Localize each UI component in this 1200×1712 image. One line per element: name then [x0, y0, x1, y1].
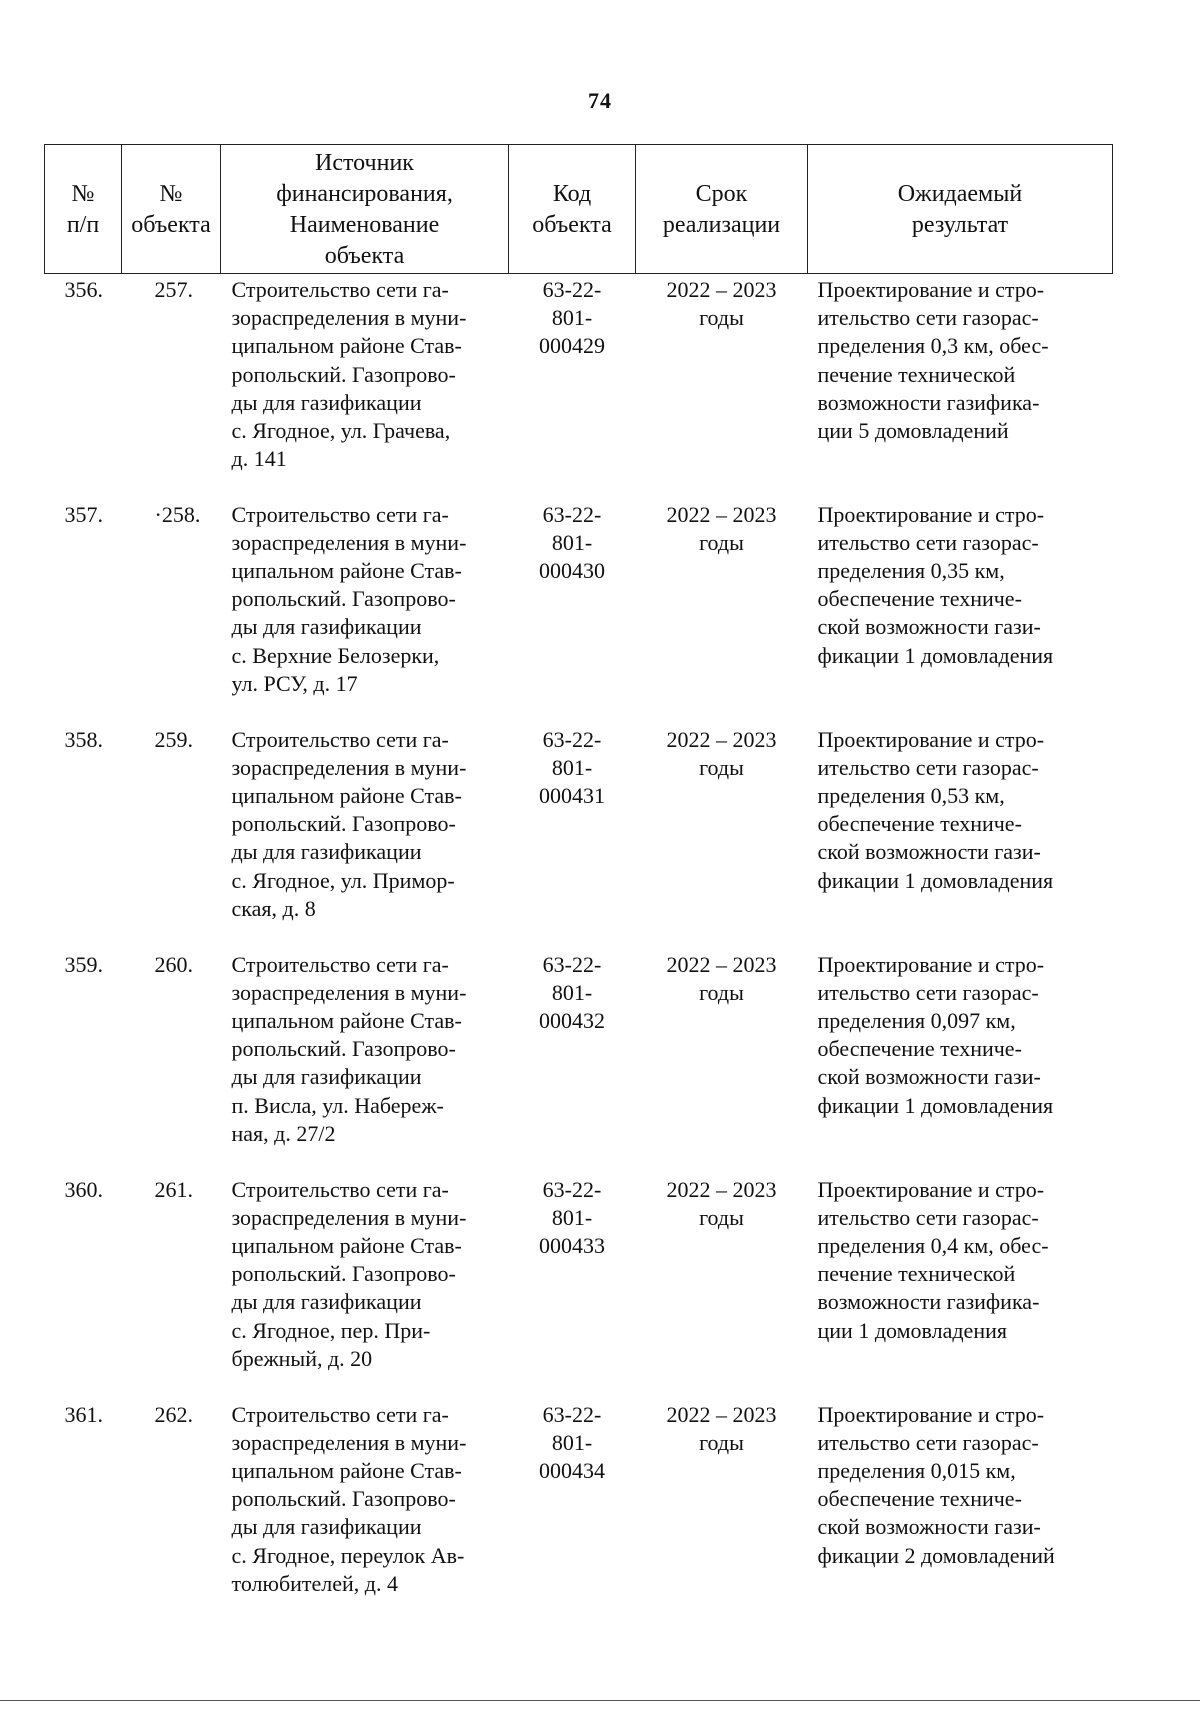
header-expected-result: Ожидаемый результат: [808, 145, 1113, 274]
table-row: [45, 724, 1113, 949]
object-code: 63-22- 801- 000429: [539, 277, 605, 359]
header-row: [45, 145, 1113, 274]
header-term: Срок реализации: [636, 145, 808, 274]
table-header: [45, 145, 1113, 274]
implementation-term: 2022 – 2023 годы: [666, 726, 777, 780]
object-code: 63-22- 801- 000430: [539, 501, 605, 583]
row-number: 357.: [64, 501, 103, 527]
header-row-number: № п/п: [45, 145, 122, 274]
header-object-code: Код объекта: [509, 145, 636, 274]
object-number: 260.: [154, 951, 193, 977]
object-number: ·258.: [154, 501, 201, 527]
implementation-term: 2022 – 2023 годы: [666, 277, 777, 331]
object-code: 63-22- 801- 000431: [539, 726, 605, 808]
header-object-number: № объекта: [122, 145, 221, 274]
expected-result: Проектирование и стро- ительство сети газорас- пределения 0,35 км, обеспечение техниче- ской возможности гази- фикации 1 домовладения: [817, 501, 1054, 668]
object-code: 63-22- 801- 000433: [539, 1176, 605, 1258]
object-code: 63-22- 801- 000432: [539, 951, 605, 1033]
table-row: [45, 499, 1113, 724]
row-number: 361.: [64, 1401, 103, 1427]
page-number: 74: [588, 88, 612, 113]
row-number: 356.: [64, 277, 103, 302]
row-number: 358.: [64, 726, 103, 752]
implementation-term: 2022 – 2023 годы: [666, 1401, 777, 1455]
object-name: Строительство сети га- зораспределения в муни- ципальном районе Став- ропольский. Газопрово- ды для газификации с. Верхние Белозерки, ул. РСУ, д. 17: [231, 501, 467, 696]
gasification-objects-table: [44, 144, 1113, 1624]
header-funding-source: Источник финансирования, Наименование объекта: [221, 145, 509, 274]
table-body: [45, 274, 1113, 1624]
table-row: [45, 274, 1113, 499]
object-name: Строительство сети га- зораспределения в муни- ципальном районе Став- ропольский. Газопрово- ды для газификации с. Ягодное, переулок Ав- толюбителей, д. 4: [231, 1401, 467, 1596]
row-number: 360.: [64, 1176, 103, 1202]
object-name: Строительство сети га- зораспределения в муни- ципальном районе Став- ропольский. Газопрово- ды для газификации с. Ягодное, ул. Грачева, д. 141: [231, 277, 467, 472]
table-row: [45, 1399, 1113, 1624]
object-name: Строительство сети га- зораспределения в муни- ципальном районе Став- ропольский. Газопрово- ды для газификации п. Висла, ул. Набереж- ная, д. 27/2: [231, 951, 467, 1146]
expected-result: Проектирование и стро- ительство сети газорас- пределения 0,3 км, обес- печение технической возможности газифика- ции 5 домовладений: [817, 277, 1049, 444]
object-name: Строительство сети га- зораспределения в муни- ципальном районе Став- ропольский. Газопрово- ды для газификации с. Ягодное, пер. При- брежный, д. 20: [231, 1176, 467, 1371]
expected-result: Проектирование и стро- ительство сети газорас- пределения 0,097 км, обеспечение техниче- ской возможности гази- фикации 1 домовладения: [817, 951, 1054, 1118]
table-row: [45, 1174, 1113, 1399]
object-number: 259.: [154, 726, 193, 752]
implementation-term: 2022 – 2023 годы: [666, 1176, 777, 1230]
object-number: 257.: [154, 277, 193, 302]
implementation-term: 2022 – 2023 годы: [666, 501, 777, 555]
expected-result: Проектирование и стро- ительство сети газорас- пределения 0,4 км, обес- печение технической возможности газифика- ции 1 домовладения: [817, 1176, 1049, 1343]
table-row: [45, 949, 1113, 1174]
object-code: 63-22- 801- 000434: [539, 1401, 605, 1483]
object-name: Строительство сети га- зораспределения в муни- ципальном районе Став- ропольский. Газопрово- ды для газификации с. Ягодное, ул. Примор- ская, д. 8: [231, 726, 467, 921]
implementation-term: 2022 – 2023 годы: [666, 951, 777, 1005]
page-bottom-rule: [0, 1700, 1200, 1701]
expected-result: Проектирование и стро- ительство сети газорас- пределения 0,53 км, обеспечение техниче- ской возможности гази- фикации 1 домовладения: [817, 726, 1054, 893]
object-number: 261.: [154, 1176, 193, 1202]
expected-result: Проектирование и стро- ительство сети газорас- пределения 0,015 км, обеспечение техниче- ской возможности гази- фикации 2 домовладений: [817, 1401, 1055, 1568]
object-number: 262.: [154, 1401, 193, 1427]
row-number: 359.: [64, 951, 103, 977]
